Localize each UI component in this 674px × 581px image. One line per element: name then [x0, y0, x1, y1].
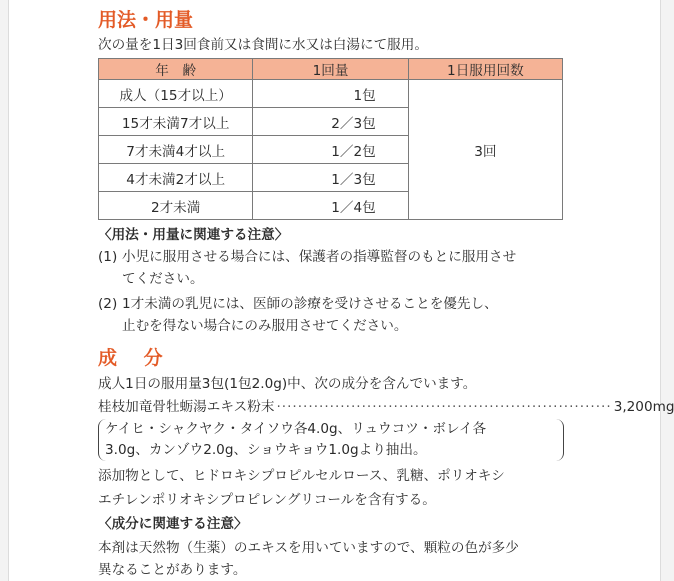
ingredients-intro: 成人1日の服用量3包(1包2.0g)中、次の成分を含んでいます。	[98, 376, 477, 392]
row-age: 4才未満2才以上	[99, 164, 253, 192]
ingredients-caution-line: 異なることがあります。	[98, 562, 247, 578]
row-amount: 1／3包	[253, 164, 408, 192]
ingredient-detail-line: 3.0g、カンゾウ2.0g、ショウキョウ1.0gより抽出。	[105, 442, 427, 458]
caution-line: てください。	[122, 271, 204, 287]
header-daily-count: 1日服用回数	[408, 59, 562, 80]
usage-heading: 用法・用量	[98, 9, 194, 31]
header-age: 年 齢	[99, 59, 253, 80]
usage-caution-heading: 〈用法・用量に関連する注意〉	[98, 227, 289, 243]
ingredients-caution-line: 本剤は天然物（生薬）のエキスを用いていますので、顆粒の色が多少	[98, 540, 519, 556]
usage-caution-1	[98, 246, 573, 290]
ingredient-detail-line: ケイヒ・シャクヤク・タイソウ各4.0g、リュウコツ・ボレイ各	[105, 421, 487, 437]
additives-line: エチレンポリオキシプロピレングリコールを含有する。	[98, 492, 436, 508]
table-row	[99, 80, 563, 108]
usage-caution-2	[98, 293, 573, 337]
daily-count-cell: 3回	[408, 80, 562, 220]
caution-number: (2)	[98, 296, 118, 312]
row-amount: 1／2包	[253, 136, 408, 164]
row-age: 15才未満7才以上	[99, 108, 253, 136]
row-amount: 1包	[253, 80, 408, 108]
ingredient-detail	[98, 419, 564, 461]
dosage-table	[98, 58, 563, 220]
row-amount: 1／4包	[253, 192, 408, 220]
ingredients-heading: 成 分	[98, 347, 173, 369]
ingredients-caution-heading: 〈成分に関連する注意〉	[98, 516, 248, 532]
leader-dots: ·······························································	[276, 399, 612, 415]
row-amount: 2／3包	[253, 108, 408, 136]
ingredient-row	[98, 396, 674, 418]
row-age: 7才未満4才以上	[99, 136, 253, 164]
header-amount: 1回量	[253, 59, 408, 80]
row-age: 成人（15才以上）	[99, 80, 253, 108]
usage-intro: 次の量を1日3回食前又は食間に水又は白湯にて服用。	[98, 37, 428, 53]
dosage-table-header	[99, 59, 563, 80]
caution-line: 小児に服用させる場合には、保護者の指導監督のもとに服用させ	[122, 249, 517, 265]
caution-line: 止むを得ない場合にのみ服用させてください。	[122, 318, 408, 334]
ingredient-name: 桂枝加竜骨牡蛎湯エキス粉末	[98, 399, 275, 415]
caution-line: 1才未満の乳児には、医師の診療を受けさせることを優先し、	[122, 296, 498, 312]
additives-line: 添加物として、ヒドロキシプロピルセルロース、乳糖、ポリオキシ	[98, 468, 505, 484]
document-page	[8, 0, 674, 581]
ingredient-amount: 3,200mg	[613, 399, 674, 415]
row-age: 2才未満	[99, 192, 253, 220]
caution-number: (1)	[98, 249, 118, 265]
